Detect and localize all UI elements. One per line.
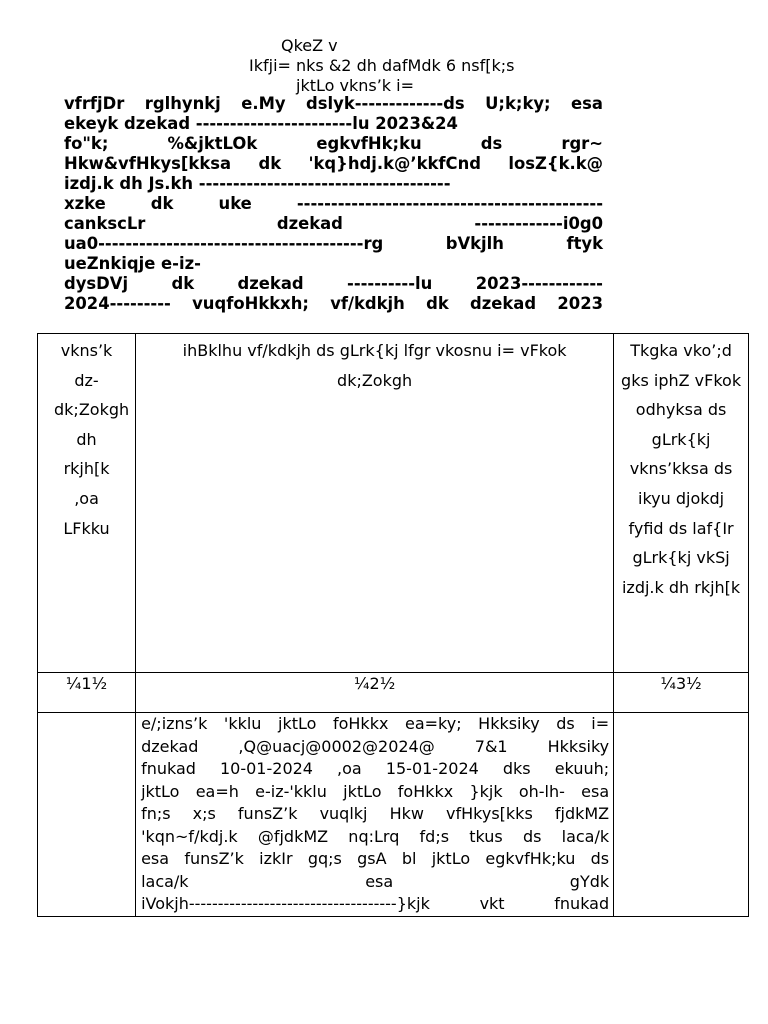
case-detail-line: vfrfjDr rglhynkj e.My dslyk-------------ds U;k;ky; esa xyxy=(64,94,603,113)
table-number-row xyxy=(38,673,749,713)
case-detail-line: xzke dk uke --------------------------------------------- xyxy=(64,194,603,213)
case-details-block xyxy=(64,94,603,314)
table-row xyxy=(38,713,749,917)
header-line-2: Ikfji= nks &2 dh dafMdk 6 nsf[k;s xyxy=(249,56,515,75)
case-detail-line: ua0---------------------------------------rg bVkjlh ftyk xyxy=(64,234,603,253)
order-text-line: 'kqn~f/kdj.k @fjdkMZ nq:Lrq fd;s tkus ds laca/k xyxy=(141,826,610,846)
col1-number: ¼1½ xyxy=(38,673,136,713)
order-text-line: dzekad ,Q@uacj@0002@2024@ 7&1 Hkksiky xyxy=(141,736,610,756)
order-text-line: esa funsZ’k izkIr gq;s gsA bl jktLo egkvfHk;ku ds xyxy=(141,849,610,868)
col2-number: ¼2½ xyxy=(136,673,614,713)
order-text-line: iVokjh------------------------------------}kjk vkt fnukad xyxy=(141,894,610,913)
order-text-cell xyxy=(136,713,614,917)
order-date-cell xyxy=(38,713,136,917)
col2-header: ihBklhu vf/kdkjh ds gLrk{kj lfgr vkosnu i= vFkok dk;Zokgh xyxy=(136,334,614,673)
case-detail-line: fo"k; %&jktLOk egkvfHk;ku ds rgr~ xyxy=(64,134,603,153)
order-text-line: fn;s x;s funsZ’k vuqlkj Hkw vfHkys[kks fjdkMZ xyxy=(141,804,610,823)
order-sheet-table xyxy=(37,333,749,917)
col1-header: vkns’k dz- dk;Zokgh dh rkjh[k ,oa LFkku xyxy=(38,334,136,673)
order-text-line: laca/k esa gYdk xyxy=(141,871,610,891)
case-detail-line: ekeyk dzekad -----------------------lu 2023&24 xyxy=(64,114,458,133)
case-detail-line: 2024--------- vuqfoHkkxh; vf/kdkjh dk dzekad 2023 xyxy=(64,294,603,313)
header-line-3: jktLo vkns’k i= xyxy=(296,76,414,95)
case-detail-line: cankscLr dzekad -------------i0g0 xyxy=(64,214,603,233)
col3-header: Tkgka vko’;d gks iphZ vFkok odhyksa ds gLrk{kj vkns’kksa ds ikyu djokdj fyfid ds laf{Ir gLrk{kj vkSj izdj.k dh rkjh[k xyxy=(614,334,749,673)
order-text-line: jktLo ea=h e-iz-'kklu jktLo foHkkx }kjk oh-lh- esa xyxy=(141,781,610,801)
header-line-1: QkeZ v xyxy=(281,36,338,55)
case-detail-line: ueZnkiqje e-iz- xyxy=(64,254,201,273)
table-header-row xyxy=(38,334,749,673)
order-text-line: e/;izns’k 'kklu jktLo foHkkx ea=ky; Hkksiky ds i= xyxy=(141,714,610,733)
order-paragraph xyxy=(141,713,609,916)
case-detail-line: Hkw&vfHkys[kksa dk 'kq}hdj.k@’kkfCnd losZ{k.k@ xyxy=(64,154,603,173)
case-detail-line: dysDVj dk dzekad ----------lu 2023------------ xyxy=(64,274,603,293)
case-detail-line: izdj.k dh Js.kh ------------------------------------- xyxy=(64,174,451,193)
col3-number: ¼3½ xyxy=(614,673,749,713)
order-text-line: fnukad 10-01-2024 ,oa 15-01-2024 dks ekuuh; xyxy=(141,759,610,778)
signature-cell xyxy=(614,713,749,917)
